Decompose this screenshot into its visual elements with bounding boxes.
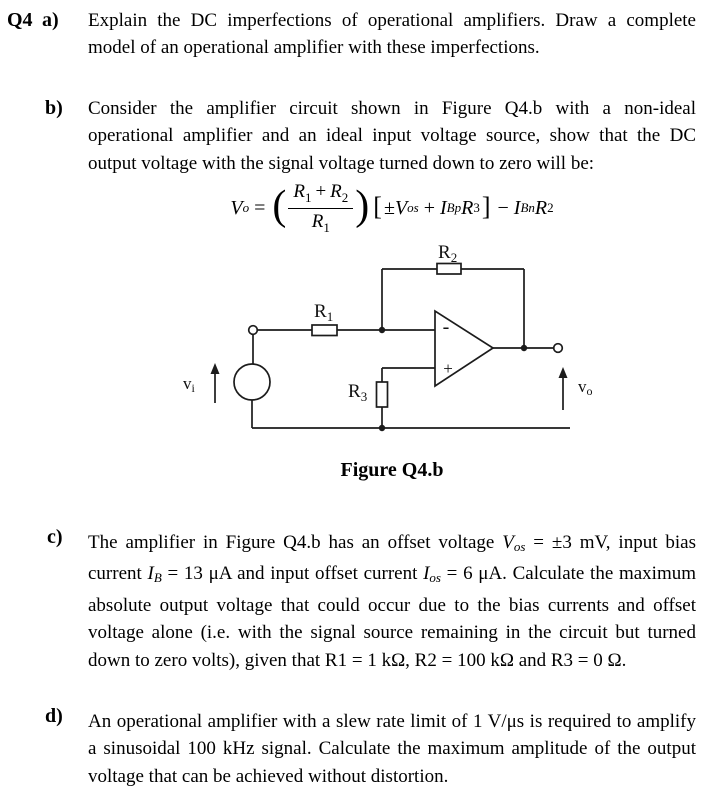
part-c-label: c) <box>47 526 63 548</box>
formula-r3: R <box>461 196 474 219</box>
fraction-numerator: $R_1 + R_2$ <box>288 181 353 209</box>
part-a-text: Explain the DC imperfections of operational amplifiers. Draw a complete model of an operational amplifier with these imperfections. <box>88 10 696 59</box>
junction-dot-output-node <box>521 345 527 351</box>
input-terminal-circle <box>249 326 258 335</box>
resistor-r3-body <box>377 382 388 407</box>
part-d-label: d) <box>45 705 63 727</box>
voltage-source-circle <box>234 364 270 400</box>
resistor-r2-body <box>437 264 461 275</box>
close-paren: ) <box>355 183 370 229</box>
open-paren: ( <box>272 183 287 229</box>
close-bracket: ] <box>481 192 491 221</box>
label-r2: $R_2$ <box>438 242 458 265</box>
open-bracket: [ <box>373 192 382 221</box>
resistor-r1-body <box>312 325 337 336</box>
fraction-denominator: $R_1$ <box>311 210 330 235</box>
part-b-text: Consider the amplifier circuit shown in Figure Q4.b with a non-ideal operational amplifier and an ideal input voltage source, show that the DC output voltage with the signal voltage turned down to zero will be: <box>88 98 696 174</box>
junction-dot-ground-node <box>379 425 385 431</box>
part-b-label: b) <box>45 97 63 119</box>
formula-ibn: I <box>513 196 521 219</box>
junction-dot-inverting-node <box>379 327 385 333</box>
formula-vo: V <box>230 196 243 219</box>
dc-output-voltage-formula: V o = ( $\frac{R_1 + R_2}{R_1}$ ) [ ± V os + I Bp R 3 ] − I Bn R 2 <box>230 180 554 235</box>
label-vi: vi <box>183 374 195 395</box>
part-d-text: An operational amplifier with a slew rate limit of 1 V/μs is required to amplify a sinusoidal 100 kHz signal. Calculate the maximum amplitude of the output voltage that can be achieved without distortion. <box>88 711 696 787</box>
formula-r2: R <box>534 196 548 219</box>
minus-sign: − <box>497 196 509 219</box>
opamp-plus-sign: + <box>443 359 453 378</box>
label-r1: $R_1$ <box>314 301 334 324</box>
output-terminal-circle <box>554 344 563 353</box>
formula-ibp: I <box>440 196 447 219</box>
label-r3: $R_3$ <box>348 381 368 404</box>
question-number: Q4 <box>7 9 33 31</box>
label-vo: vo <box>578 377 593 398</box>
plus-sign: + <box>423 196 435 219</box>
formula-vos: V <box>394 196 408 219</box>
figure-caption: Figure Q4.b <box>340 459 444 481</box>
equals-sign: = <box>254 196 266 219</box>
vi-arrowhead <box>211 363 220 374</box>
part-c-text: The amplifier in Figure Q4.b has an offset voltage Vos = ±3 mV, input bias current IB = 13 μA and input offset current Ios = 6 μA. Calculate the maximum absolute output voltage that could occur due to the bias currents and offset voltage alone (i.e. with the signal source remaining in the circuit but turned down to zero volts), given that R1 = 1 kΩ, R2 = 100 kΩ and R3 = 0 Ω. <box>88 532 696 671</box>
plus-minus-sign: ± <box>383 196 395 219</box>
opamp-minus-sign: - <box>442 316 450 338</box>
vo-arrowhead <box>559 367 568 378</box>
part-a-label: a) <box>42 9 59 31</box>
